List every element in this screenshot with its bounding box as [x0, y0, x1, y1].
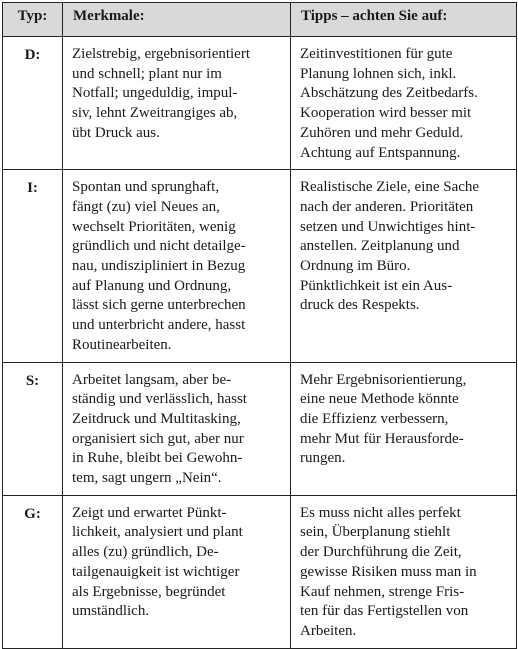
- merkmale-cell: Spontan und sprunghaft, fängt (zu) viel Neues an, wechselt Prioritäten, wenig gründlich und nicht detailge- nau, undiszipliniert in Bezug auf Planung und Ordnung, lässt sich gerne unterbrechen und unterbricht andere, hasst Routinearbeiten.: [63, 170, 291, 362]
- column-header-merkmale: Merkmale:: [63, 3, 291, 37]
- merkmale-cell: Zeigt und erwartet Pünkt- lichkeit, analysiert und plant alles (zu) gründlich, De- tailgenauigkeit ist wichtiger als Ergebnisse, begründet umständlich.: [63, 495, 291, 648]
- type-cell: D:: [3, 37, 63, 170]
- tipps-cell: Realistische Ziele, eine Sache nach der anderen. Prioritäten setzen und Unwichtiges hint- anstellen. Zeitplanung und Ordnung im Büro. Pünktlichkeit ist ein Aus- druck des Respekts.: [291, 170, 517, 362]
- column-header-tipps: Tipps – achten Sie auf:: [291, 3, 517, 37]
- tipps-cell: Es muss nicht alles perfekt sein, Überplanung stiehlt der Durchführung die Zeit, gewisse Risiken muss man in Kauf nehmen, strenge Fris- ten für das Fertigstellen von Arbeiten.: [291, 495, 517, 648]
- merkmale-cell: Zielstrebig, ergebnisorientiert und schnell; plant nur im Notfall; ungeduldig, impul- siv, lehnt Zweitrangiges ab, übt Druck aus.: [63, 37, 291, 170]
- table-row: [3, 170, 517, 362]
- tipps-cell: Zeitinvestitionen für gute Planung lohnen sich, inkl. Abschätzung des Zeitbedarfs. Kooperation wird besser mit Zuhören und mehr Geduld. Achtung auf Entspannung.: [291, 37, 517, 170]
- table-row: [3, 495, 517, 648]
- table-row: [3, 362, 517, 495]
- table-row: [3, 37, 517, 170]
- column-header-typ: Typ:: [3, 3, 63, 37]
- table-header-row: [3, 3, 517, 37]
- type-cell: G:: [3, 495, 63, 648]
- merkmale-cell: Arbeitet langsam, aber be- ständig und verlässlich, hasst Zeitdruck und Multitasking, organisiert sich gut, aber nur in Ruhe, bleibt bei Gewohn- tem, sagt ungern „Nein“.: [63, 362, 291, 495]
- personality-type-table: [2, 2, 517, 649]
- type-cell: S:: [3, 362, 63, 495]
- tipps-cell: Mehr Ergebnisorientierung, eine neue Methode könnte die Effizienz verbessern, mehr Mut für Herausforde- rungen.: [291, 362, 517, 495]
- type-cell: I:: [3, 170, 63, 362]
